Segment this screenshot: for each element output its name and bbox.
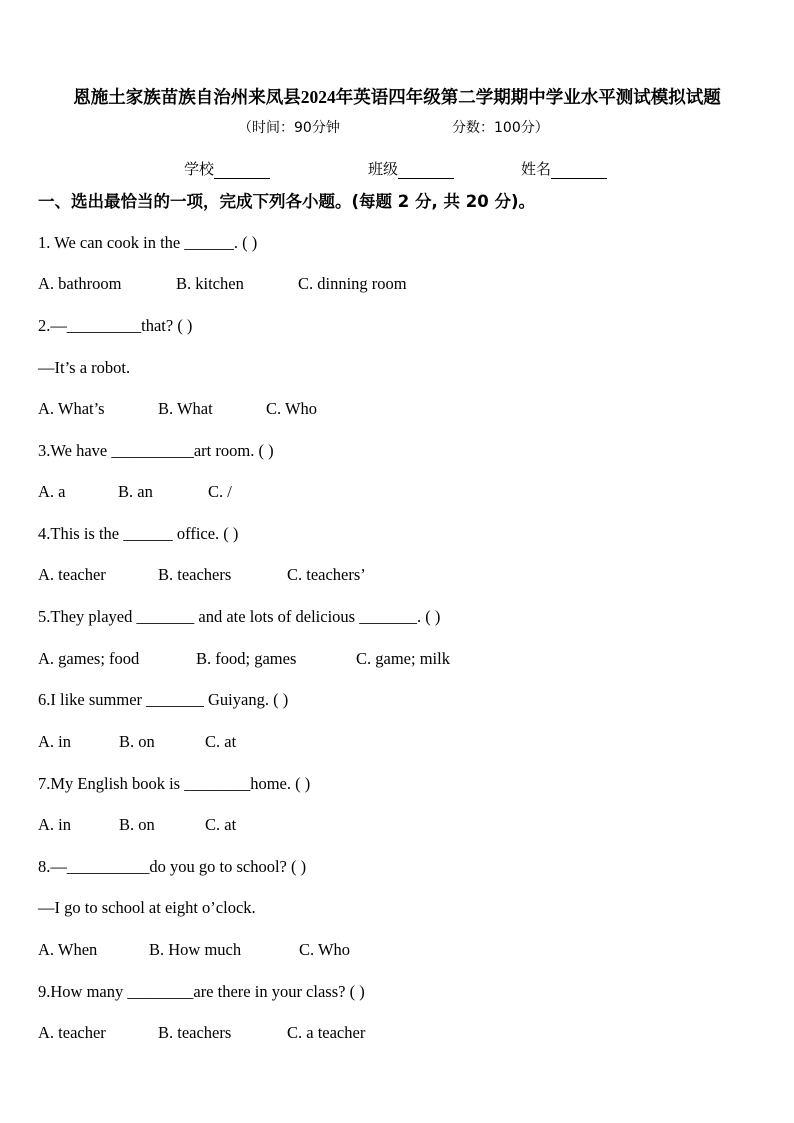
option-c: C. a teacher (287, 1023, 366, 1042)
option-b: B. What (158, 399, 213, 418)
option-b: B. food; games (196, 649, 297, 668)
school-blank (214, 162, 270, 179)
option-c: C. at (205, 732, 237, 751)
class-label: 班级 (368, 160, 399, 178)
option-c: C. / (208, 482, 232, 501)
option-b: B. How much (149, 940, 242, 959)
question-dialog: —I go to school at eight o’clock. (38, 898, 256, 917)
question-stem: 5.They played _______ and ate lots of delicious _______. ( ) (38, 607, 441, 626)
school-field (184, 158, 270, 179)
option-c: C. at (205, 815, 237, 834)
question-stem: 7.My English book is ________home. ( ) (38, 774, 311, 793)
section-heading: 一、选出最恰当的一项，完成下列各小题。(每题 2 分, 共 20 分)。 (38, 192, 536, 211)
question-stem: 3.We have __________art room. ( ) (38, 441, 274, 460)
option-a: A. bathroom (38, 274, 122, 293)
option-a: A. What’s (38, 399, 105, 418)
option-a: A. in (38, 815, 71, 834)
option-b: B. teachers (158, 565, 232, 584)
class-blank (398, 162, 454, 179)
question-stem: 6.I like summer _______ Guiyang. ( ) (38, 690, 289, 709)
option-c: C. dinning room (298, 274, 407, 293)
question-stem: 8.—__________do you go to school? ( ) (38, 857, 307, 876)
question-stem: 4.This is the ______ office. ( ) (38, 524, 239, 543)
exam-score: 分数：100分） (452, 120, 549, 136)
name-field (521, 158, 607, 179)
option-a: A. When (38, 940, 98, 959)
exam-title: 恩施土家族苗族自治州来凤县2024年英语四年级第二学期期中学业水平测试模拟试题 (73, 87, 721, 107)
class-field (368, 158, 454, 179)
name-blank (551, 162, 607, 179)
option-b: B. kitchen (176, 274, 244, 293)
name-label: 姓名 (521, 160, 552, 178)
question-stem: 2.—_________that? ( ) (38, 316, 193, 335)
option-c: C. teachers’ (287, 565, 366, 584)
option-c: C. game; milk (356, 649, 450, 668)
option-b: B. on (119, 732, 155, 751)
option-c: C. Who (266, 399, 318, 418)
question-stem: 9.How many ________are there in your class? ( ) (38, 982, 365, 1001)
question-dialog: —It’s a robot. (38, 358, 131, 377)
school-label: 学校 (184, 160, 215, 178)
question-stem: 1. We can cook in the ______. ( ) (38, 233, 258, 252)
option-a: A. in (38, 732, 71, 751)
option-a: A. a (38, 482, 66, 501)
exam-time: （时间：90分钟 (238, 120, 340, 136)
option-a: A. teacher (38, 565, 106, 584)
option-a: A. teacher (38, 1023, 106, 1042)
option-b: B. teachers (158, 1023, 232, 1042)
option-b: B. an (118, 482, 153, 501)
option-b: B. on (119, 815, 155, 834)
option-a: A. games; food (38, 649, 140, 668)
option-c: C. Who (299, 940, 351, 959)
